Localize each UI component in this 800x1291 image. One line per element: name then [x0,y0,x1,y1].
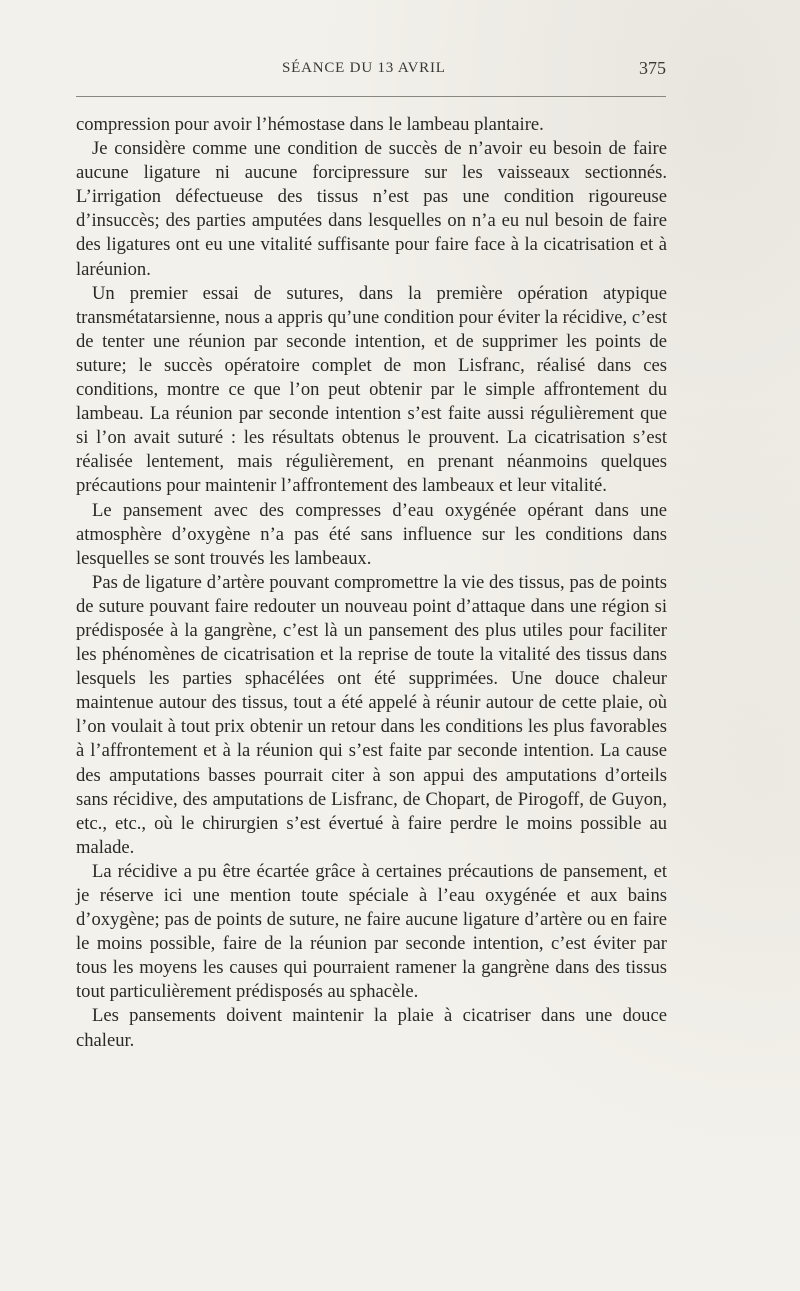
body-text [76,113,667,1053]
paragraph: Le pansement avec des compresses d’eau oxygénée opérant dans une atmosphère d’oxygène n’a pas été sans influence sur les conditions dans lesquelles se sont trouvés les lambeaux. [76,499,667,569]
paragraph: Je considère comme une condition de succès de n’avoir eu besoin de faire aucune ligature ni aucune forcipressure sur les vaisseaux sectionnés. L’irrigation défectueuse des tissus n’est pas une condition rigoureuse d’insuccès; des parties amputées dans lesquelles on n’a eu nul besoin de faire des ligatures ont eu une vitalité suffisante pour faire face à la cicatrisation et à laréunion. [76,138,667,280]
page-number: 375 [639,58,666,78]
paragraph: Les pansements doivent maintenir la plaie à cicatriser dans une douce chaleur. [76,1005,667,1051]
page-header [76,58,668,84]
paragraph: compression pour avoir l’hémostase dans le lambeau plantaire. [76,114,544,135]
paragraph: Pas de ligature d’artère pouvant compromettre la vie des tissus, pas de points de suture pouvant faire redouter un nouveau point d’attaque dans une région si prédisposée à la gangrène, c’est là un pansement des plus utiles pour faciliter les phénomènes de cicatrisation et la reprise de toute la vitalité des tissus dans lesquels les parties sphacélées ont été supprimées. Une douce chaleur maintenue autour des tissus, tout a été appelé à réunir autour de cette plaie, où l’on voulait à tout prix obtenir un retour dans les conditions les plus favorables à l’affrontement et à la réunion qui s’est faite par seconde intention. La cause des amputations basses pourrait citer à son appui des amputations d’orteils sans récidive, des amputations de Lisfranc, de Chopart, de Pirogoff, de Guyon, etc., etc., où le chirurgien s’est évertué à faire perdre le moins possible au malade. [76,571,667,858]
header-rule [76,96,666,97]
paragraph: La récidive a pu être écartée grâce à certaines précautions de pansement, et je réserve ici une mention toute spéciale à l’eau oxygénée et aux bains d’oxygène; pas de points de suture, ne faire aucune ligature d’artère ou en faire le moins possible, faire de la réunion par seconde intention, c’est éviter par tous les moyens les causes qui pourraient ramener la gangrène dans des tissus tout particulièrement prédisposés au sphacèle. [76,860,667,1003]
running-head: SÉANCE DU 13 AVRIL [282,60,446,76]
paragraph: Un premier essai de sutures, dans la première opération atypique transmétatarsienne, nous a appris qu’une condition pour éviter la récidive, c’est de tenter une réunion par seconde intention, et de supprimer les points de suture; le succès opératoire complet de mon Lisfranc, réalisé dans ces conditions, montre ce que l’on peut obtenir par le simple affrontement du lambeau. La réunion par seconde intention s’est faite aussi régulièrement que si l’on avait suturé : les résultats obtenus le prouvent. La cicatrisation s’est réalisée lentement, mais régulièrement, en prenant néanmoins quelques précautions pour maintenir l’affrontement des lambeaux et leur vitalité. [76,282,667,497]
